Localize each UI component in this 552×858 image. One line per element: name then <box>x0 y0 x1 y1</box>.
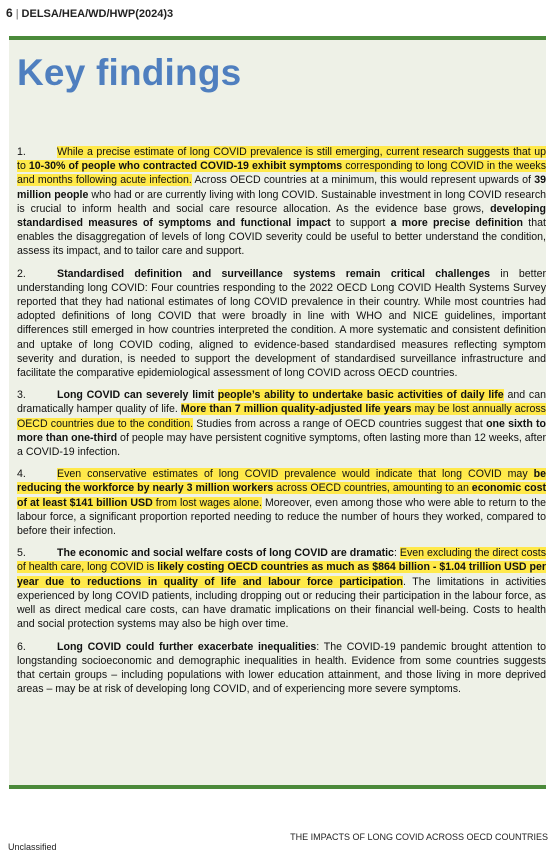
finding-text: a more precise definition <box>390 217 524 230</box>
finding-text: that enables the disaggregation of levels of long COVID severity could be useful to better understand the condition, assess its impact, and to tailor care and support. <box>17 217 546 258</box>
highlighted-text: be reducing the workforce by nearly 3 million workers <box>17 468 546 495</box>
finding-paragraph <box>17 388 546 459</box>
highlighted-text: across OECD countries, amounting to an <box>273 482 472 495</box>
running-header <box>6 6 173 20</box>
highlighted-text: 10-30% of people who contracted COVID-19 exhibit symptoms <box>28 160 343 173</box>
highlighted-text: may be lost annually across OECD countries due to the condition. <box>17 403 546 430</box>
top-rule <box>9 36 546 40</box>
finding-paragraph <box>17 546 546 631</box>
finding-text: . The limitations in activities experienced by long COVID patients, including dropping out or reducing their participation in the labour force, as well as direct medical care costs, can have dramatic implications on their financial well-being. Costs to health and social protection systems may also be high over time. <box>17 575 546 631</box>
finding-text: : <box>393 547 400 560</box>
finding-paragraph <box>17 145 546 259</box>
highlighted-text: from lost wages alone. <box>152 496 262 509</box>
page-number: 6 <box>6 6 13 20</box>
finding-text: : The COVID-19 pandemic brought attention to longstanding socioeconomic and demographic inequalities in health. Evidence from some countries suggests that certain groups – including populations with lower education attainment, and those living in more deprived areas – may be at risk of developing long COVID, and of experiencing more severe symptoms. <box>17 640 546 696</box>
finding-number: 6. <box>17 640 26 653</box>
section-title: Key findings <box>17 52 242 93</box>
bottom-rule <box>9 785 546 789</box>
header-separator: | <box>15 8 19 20</box>
findings-list <box>17 145 546 704</box>
finding-number: 4. <box>17 468 26 481</box>
finding-text: to support <box>330 217 391 230</box>
highlighted-text: While a precise estimate of long COVID prevalence is still emerging, current research suggests that up to <box>17 146 546 173</box>
finding-text: The economic and social welfare costs of long COVID are dramatic <box>57 547 394 560</box>
highlighted-text: corresponding to long COVID in the weeks and months following acute infection. <box>17 160 547 187</box>
highlighted-text: economic cost of at least $141 billion USD <box>17 482 546 509</box>
finding-paragraph <box>17 267 546 381</box>
finding-text: Standardised definition and surveillance systems remain critical challenges <box>57 267 491 280</box>
document-id: DELSA/HEA/WD/HWP(2024)3 <box>21 8 174 20</box>
highlighted-text: More than 7 million quality-adjusted life years <box>180 403 412 416</box>
highlighted-text: Even excluding the direct costs of health care, long COVID is <box>17 547 546 574</box>
finding-number: 1. <box>17 146 26 158</box>
finding-text: Across OECD countries at a minimum, this would represent upwards of <box>191 174 535 187</box>
finding-text: of people may have persistent cognitive symptoms, often lasting more than 12 weeks, after a COVID-19 infection. <box>17 431 546 459</box>
finding-text: Studies from across a range of OECD countries suggest that <box>193 417 487 430</box>
highlighted-text: likely costing OECD countries as much as $864 billion - $1.04 trillion USD per year due to reductions in quality of life and labour force participation <box>17 561 546 588</box>
finding-number: 3. <box>17 389 26 402</box>
finding-text: Moreover, even among those who were able to return to the labour force, a significant proportion reported needing to reduce the number of hours they worked, compared to before their infection. <box>17 496 546 538</box>
finding-text: and can dramatically hamper quality of life. <box>17 389 546 416</box>
finding-text: in better understanding long COVID: Four countries responding to the 2022 OECD Long COVID Health Systems Survey reported that they had national estimates of long COVID prevalence in their country. While most countries had adopted definitions of long COVID that were broadly in line with WHO and NICE guidelines, important differences still emerged in how countries interpreted the condition. A more systematic and consistent definition and uptake of long COVID coding, aligned to evidence-based standardised measures reflecting symptom severity and duration, is needed to support the development of standardised surveillance infrastructure and facilitate the comparative epidemiological assessment of long COVID across OECD countries. <box>17 267 546 380</box>
footer-classification: Unclassified <box>8 842 57 852</box>
finding-text: who had or are currently living with long COVID. Sustainable investment in long COVID research is crucial to inform health and social care resource allocation. As the evidence base grows, <box>17 188 547 215</box>
finding-text: Long COVID can severely limit <box>57 389 218 402</box>
finding-text: one sixth to more than one-third <box>17 417 546 444</box>
finding-text: 39 million people <box>17 174 546 201</box>
finding-text: Long COVID could further exacerbate inequalities <box>57 640 317 653</box>
highlighted-text: people’s ability to undertake basic activities of daily life <box>217 389 504 402</box>
finding-number: 2. <box>17 267 26 280</box>
finding-text: developing standardised measures of symptoms and functional impact <box>17 202 546 230</box>
finding-paragraph <box>17 467 546 538</box>
highlighted-text: Even conservative estimates of long COVID prevalence would indicate that long COVID may <box>57 468 534 481</box>
footer-report-title: THE IMPACTS OF LONG COVID ACROSS OECD COUNTRIES <box>290 832 548 842</box>
finding-number: 5. <box>17 547 26 560</box>
finding-paragraph <box>17 640 546 697</box>
